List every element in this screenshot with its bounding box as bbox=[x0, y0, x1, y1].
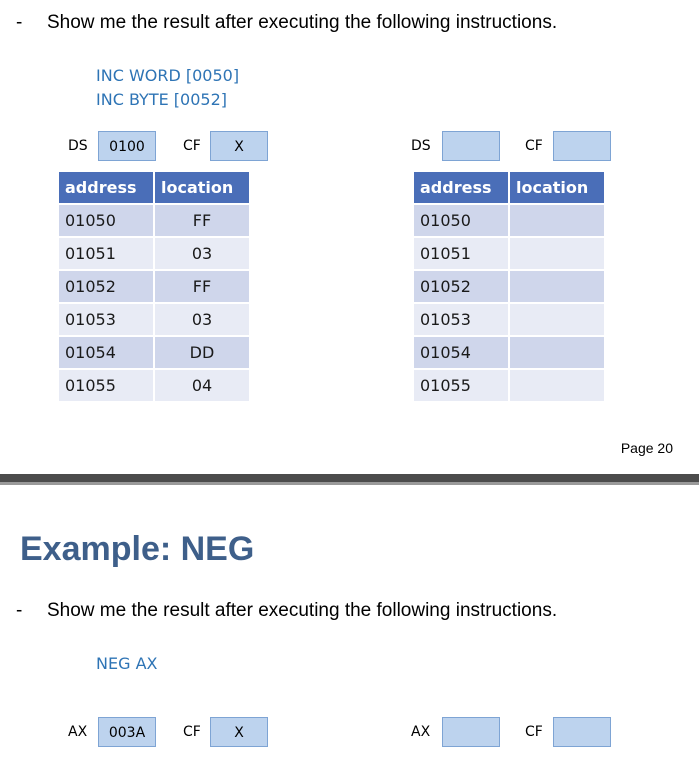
ax-label-after: AX bbox=[411, 724, 431, 740]
table-row bbox=[414, 304, 604, 335]
code-line-1: NEG AX bbox=[96, 654, 158, 673]
table-row bbox=[414, 238, 604, 269]
cf-answer-box[interactable] bbox=[553, 131, 611, 161]
address-cell: 01052 bbox=[414, 271, 508, 302]
table-row bbox=[414, 337, 604, 368]
bullet-dash: - bbox=[16, 12, 23, 33]
location-answer-cell[interactable] bbox=[510, 304, 604, 335]
location-cell: 03 bbox=[155, 238, 249, 269]
ds-label: DS bbox=[68, 138, 88, 154]
ds-answer-box[interactable] bbox=[442, 131, 500, 161]
location-answer-cell[interactable] bbox=[510, 370, 604, 401]
address-cell: 01055 bbox=[59, 370, 153, 401]
location-answer-cell[interactable] bbox=[510, 238, 604, 269]
location-header: location bbox=[155, 172, 249, 203]
location-cell: FF bbox=[155, 205, 249, 236]
address-cell: 01053 bbox=[414, 304, 508, 335]
table-header-row bbox=[414, 172, 604, 203]
location-cell: 04 bbox=[155, 370, 249, 401]
code-line-2: INC BYTE [0052] bbox=[96, 90, 227, 109]
cf-label: CF bbox=[183, 724, 201, 740]
instruction-text: Show me the result after executing the following instructions. bbox=[47, 600, 558, 621]
table-row bbox=[59, 304, 249, 335]
address-cell: 01054 bbox=[414, 337, 508, 368]
ax-label: AX bbox=[68, 724, 88, 740]
location-cell: DD bbox=[155, 337, 249, 368]
table-header-row bbox=[59, 172, 249, 203]
ds-value-box: 0100 bbox=[98, 131, 156, 161]
memory-table-after bbox=[412, 170, 606, 403]
address-cell: 01055 bbox=[414, 370, 508, 401]
address-cell: 01054 bbox=[59, 337, 153, 368]
table-row bbox=[59, 205, 249, 236]
address-cell: 01052 bbox=[59, 271, 153, 302]
ax-value-box: 003A bbox=[98, 717, 156, 747]
location-answer-cell[interactable] bbox=[510, 205, 604, 236]
bullet-dash: - bbox=[16, 600, 23, 621]
address-header: address bbox=[414, 172, 508, 203]
slide-divider bbox=[0, 474, 699, 482]
table-row bbox=[414, 271, 604, 302]
cf-label-after: CF bbox=[525, 724, 543, 740]
location-cell: FF bbox=[155, 271, 249, 302]
location-cell: 03 bbox=[155, 304, 249, 335]
location-answer-cell[interactable] bbox=[510, 271, 604, 302]
cf-value-box: X bbox=[210, 717, 268, 747]
address-cell: 01050 bbox=[414, 205, 508, 236]
ds-label-after: DS bbox=[411, 138, 431, 154]
slide-title: Example: NEG bbox=[20, 530, 255, 568]
address-cell: 01051 bbox=[59, 238, 153, 269]
table-row bbox=[59, 271, 249, 302]
table-row bbox=[414, 370, 604, 401]
table-row bbox=[59, 337, 249, 368]
location-header: location bbox=[510, 172, 604, 203]
slide-divider-shadow bbox=[0, 482, 699, 485]
table-row bbox=[414, 205, 604, 236]
page-number: Page 20 bbox=[620, 440, 673, 456]
cf-value-box: X bbox=[210, 131, 268, 161]
memory-table-before bbox=[57, 170, 251, 403]
cf-label-after: CF bbox=[525, 138, 543, 154]
address-cell: 01051 bbox=[414, 238, 508, 269]
cf-answer-box[interactable] bbox=[553, 717, 611, 747]
ax-answer-box[interactable] bbox=[442, 717, 500, 747]
address-cell: 01053 bbox=[59, 304, 153, 335]
location-answer-cell[interactable] bbox=[510, 337, 604, 368]
cf-label: CF bbox=[183, 138, 201, 154]
table-row bbox=[59, 238, 249, 269]
address-header: address bbox=[59, 172, 153, 203]
table-row bbox=[59, 370, 249, 401]
address-cell: 01050 bbox=[59, 205, 153, 236]
code-line-1: INC WORD [0050] bbox=[96, 66, 240, 85]
instruction-text: Show me the result after executing the following instructions. bbox=[47, 12, 558, 33]
